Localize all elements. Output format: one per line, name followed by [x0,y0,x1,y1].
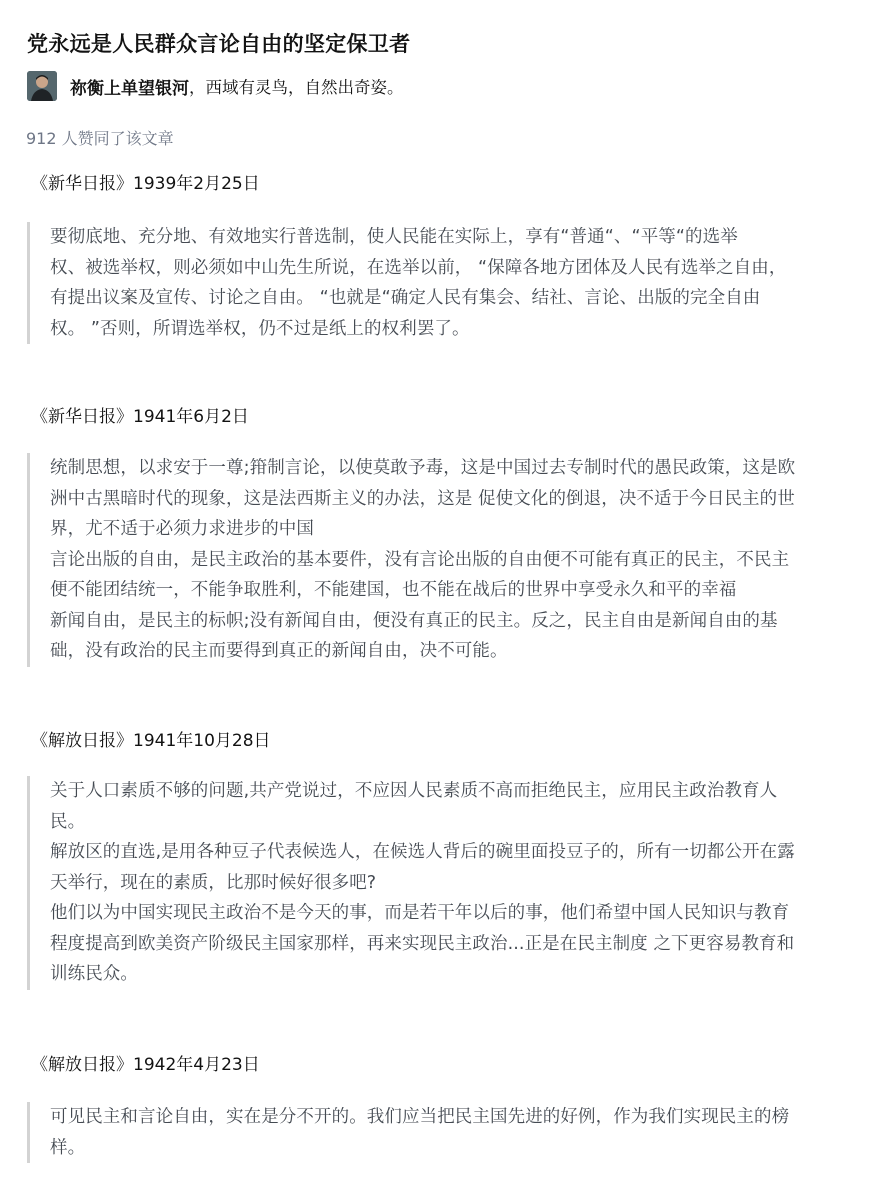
source-heading: 《新华日报》1941年6月2日 [31,407,249,427]
blockquote [27,222,859,344]
quote-line: 他们以为中国实现民主政治不是今天的事，而是若干年以后的事，他们希望中国人民知识与教育 [50,903,790,923]
quote-line: 权。 ”否则，所谓选举权，仍不过是纸上的权利罢了。 [50,318,470,339]
quote-line: 新闻自由，是民主的标帜;没有新闻自由，便没有真正的民主。反之，民主自由是新闻自由的基 [50,610,778,631]
quote-line: 统制思想，以求安于一尊;箝制言论，以使莫敢予毒，这是中国过去专制时代的愚民政策，这是欧 [50,458,796,478]
source-heading: 《解放日报》1941年10月28日 [31,731,271,751]
author-name[interactable]: 祢衡上单望银河 [70,78,189,99]
blockquote [27,776,859,990]
source-heading: 《新华日报》1939年2月25日 [31,174,260,194]
quote-line: 天举行，现在的素质，比那时候好很多吧? [50,872,377,893]
quote-line: 言论出版的自由，是民主政治的基本要件，没有言论出版的自由便不可能有真正的民主，不民主 [50,549,790,570]
quote-line: 民。 [50,811,86,832]
author-avatar[interactable] [27,71,57,101]
blockquote [27,453,859,667]
quote-line: 有提出议案及宣传、讨论之自由。 “也就是“确定人民有集会、结社、言论、出版的完全自由 [50,288,761,308]
quote-line: 解放区的直选,是用各种豆子代表候选人，在候选人背后的碗里面投豆子的，所有一切都公开在露 [50,842,795,862]
quote-line: 界，尤不适于必须力求进步的中国 [50,519,314,539]
blockquote [27,1102,859,1163]
avatar-portrait-icon [27,71,57,101]
quote-line: 洲中古黑暗时代的现象，这是法西斯主义的办法，这是 促使文化的倒退，决不适于今日民主的世 [50,488,795,509]
quote-line: 程度提高到欧美资产阶级民主国家那样，再来实现民主政治...正是在民主制度 之下更容易教育和 [50,933,795,954]
source-heading: 《解放日报》1942年4月23日 [31,1055,260,1075]
article-title: 党永远是人民群众言论自由的坚定保卫者 [27,32,411,56]
quote-line: 样。 [50,1137,86,1158]
quote-line: 要彻底地、充分地、有效地实行普选制，使人民能在实际上，享有“普通“、“平等“的选举 [50,227,738,247]
quote-line: 础，没有政治的民主而要得到真正的新闻自由，决不可能。 [50,641,508,661]
quote-line: 可见民主和言论自由，实在是分不开的。我们应当把民主国先进的好例，作为我们实现民主的榜 [50,1107,790,1127]
quote-line: 便不能团结统一，不能争取胜利，不能建国，也不能在战后的世界中享受永久和平的幸福 [50,580,737,600]
likes-count: 912 人赞同了该文章 [26,129,174,148]
quote-line: 关于人口素质不够的问题,共产党说过，不应因人民素质不高而拒绝民主，应用民主政治教育人 [50,781,778,801]
quote-line: 训练民众。 [50,964,138,984]
author-bio: ，西域有灵鸟，自然出奇姿。 [189,78,404,97]
author-row [27,70,404,102]
quote-line: 权、被选举权，则必须如中山先生所说，在选举以前， “保障各地方团体及人民有选举之自由， [50,257,787,278]
